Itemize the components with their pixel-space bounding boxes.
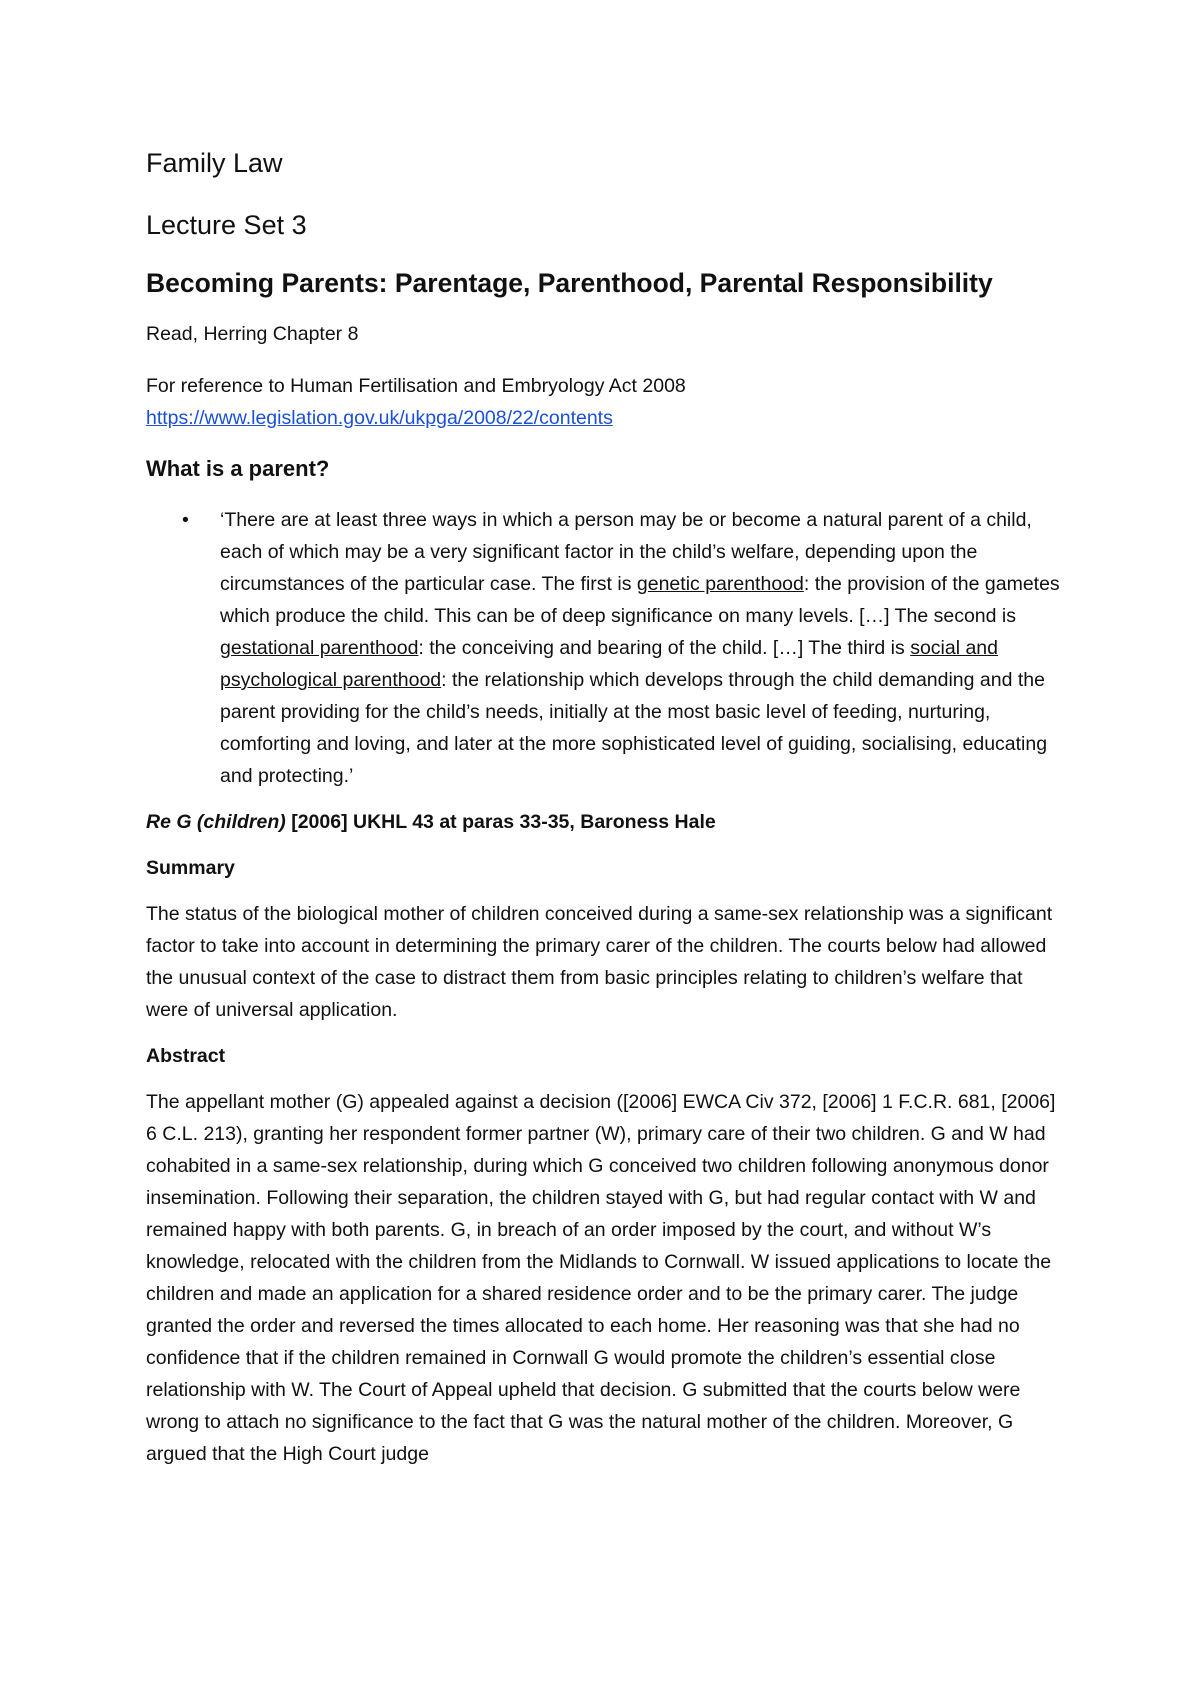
reference-link-line <box>146 402 1066 434</box>
reading-line: Read, Herring Chapter 8 <box>146 323 359 345</box>
citation-details: [2006] UKHL 43 at paras 33-35, Baroness Hale <box>285 811 716 833</box>
legislation-link[interactable]: https://www.legislation.gov.uk/ukpga/2008/22/contents <box>146 407 613 429</box>
document-subtitle: Lecture Set 3 <box>146 210 307 240</box>
quote-bullet-item <box>146 504 1066 792</box>
quote-part-4: : the relationship which develops through the child demanding and the parent providing for the child’s needs, initially at the most basic level of feeding, nurturing, comforting and loving, and later at the more sophisticated level of guiding, socialising, educating and protecting.’ <box>220 669 1048 787</box>
quote-text <box>220 504 1066 792</box>
case-citation <box>146 806 1066 838</box>
document-title: Family Law <box>146 148 283 178</box>
abstract-label: Abstract <box>146 1045 226 1067</box>
term-genetic-parenthood: genetic parenthood <box>636 573 804 595</box>
abstract-text: The appellant mother (G) appealed against a decision ([2006] EWCA Civ 372, [2006] 1 F.C.R. 681, [2006] 6 C.L. 213), granting her respondent former partner (W), primary care of their two children. G and W had cohabited in a same-sex relationship, during which G conceived two children following anonymous donor insemination. Following their separation, the children stayed with G, but had regular contact with W and remained happy with both parents. G, in breach of an order imposed by the court, and without W’s knowledge, relocated with the children from the Midlands to Cornwall. W issued applications to locate the children and made an application for a shared residence order and to be the primary carer. The judge granted the order and reversed the times allocated to each home. Her reasoning was that she had no confidence that if the children remained in Cornwall G would promote the children’s essential close relationship with W. The Court of Appeal upheld that decision. G submitted that the courts below were wrong to attach no significance to the fact that G was the natural mother of the children. Moreover, G argued that the High Court judge <box>146 1091 1056 1465</box>
reference-text: For reference to Human Fertilisation and Embryology Act 2008 <box>146 375 686 397</box>
summary-label: Summary <box>146 857 235 879</box>
quote-part-3: : the conceiving and bearing of the child. […] The third is <box>418 637 911 659</box>
lecture-heading: Becoming Parents: Parentage, Parenthood, Parental Responsibility <box>146 268 993 298</box>
section-heading: What is a parent? <box>146 456 330 481</box>
quote-part-1: ‘There are at least three ways in which a person may be or become a natural parent of a child, each of which may be a very significant factor in the child’s welfare, depending upon the circumstances of the particular case. The first is <box>220 509 1032 595</box>
summary-text: The status of the biological mother of children conceived during a same-sex relationship was a significant factor to take into account in determining the primary carer of the children. The courts below had allowed the unusual context of the case to distract them from basic principles relating to children’s welfare that were of universal application. <box>146 903 1053 1021</box>
document-content <box>146 146 1066 1484</box>
term-social-psychological-parenthood: social and psychological parenthood <box>220 637 998 691</box>
quote-part-2: : the provision of the gametes which produce the child. This can be of deep significance on many levels. […] The second is <box>220 573 1060 627</box>
bullet-icon: • <box>182 509 189 531</box>
case-name: Re G (children) <box>146 811 286 833</box>
term-gestational-parenthood: gestational parenthood <box>220 637 419 659</box>
